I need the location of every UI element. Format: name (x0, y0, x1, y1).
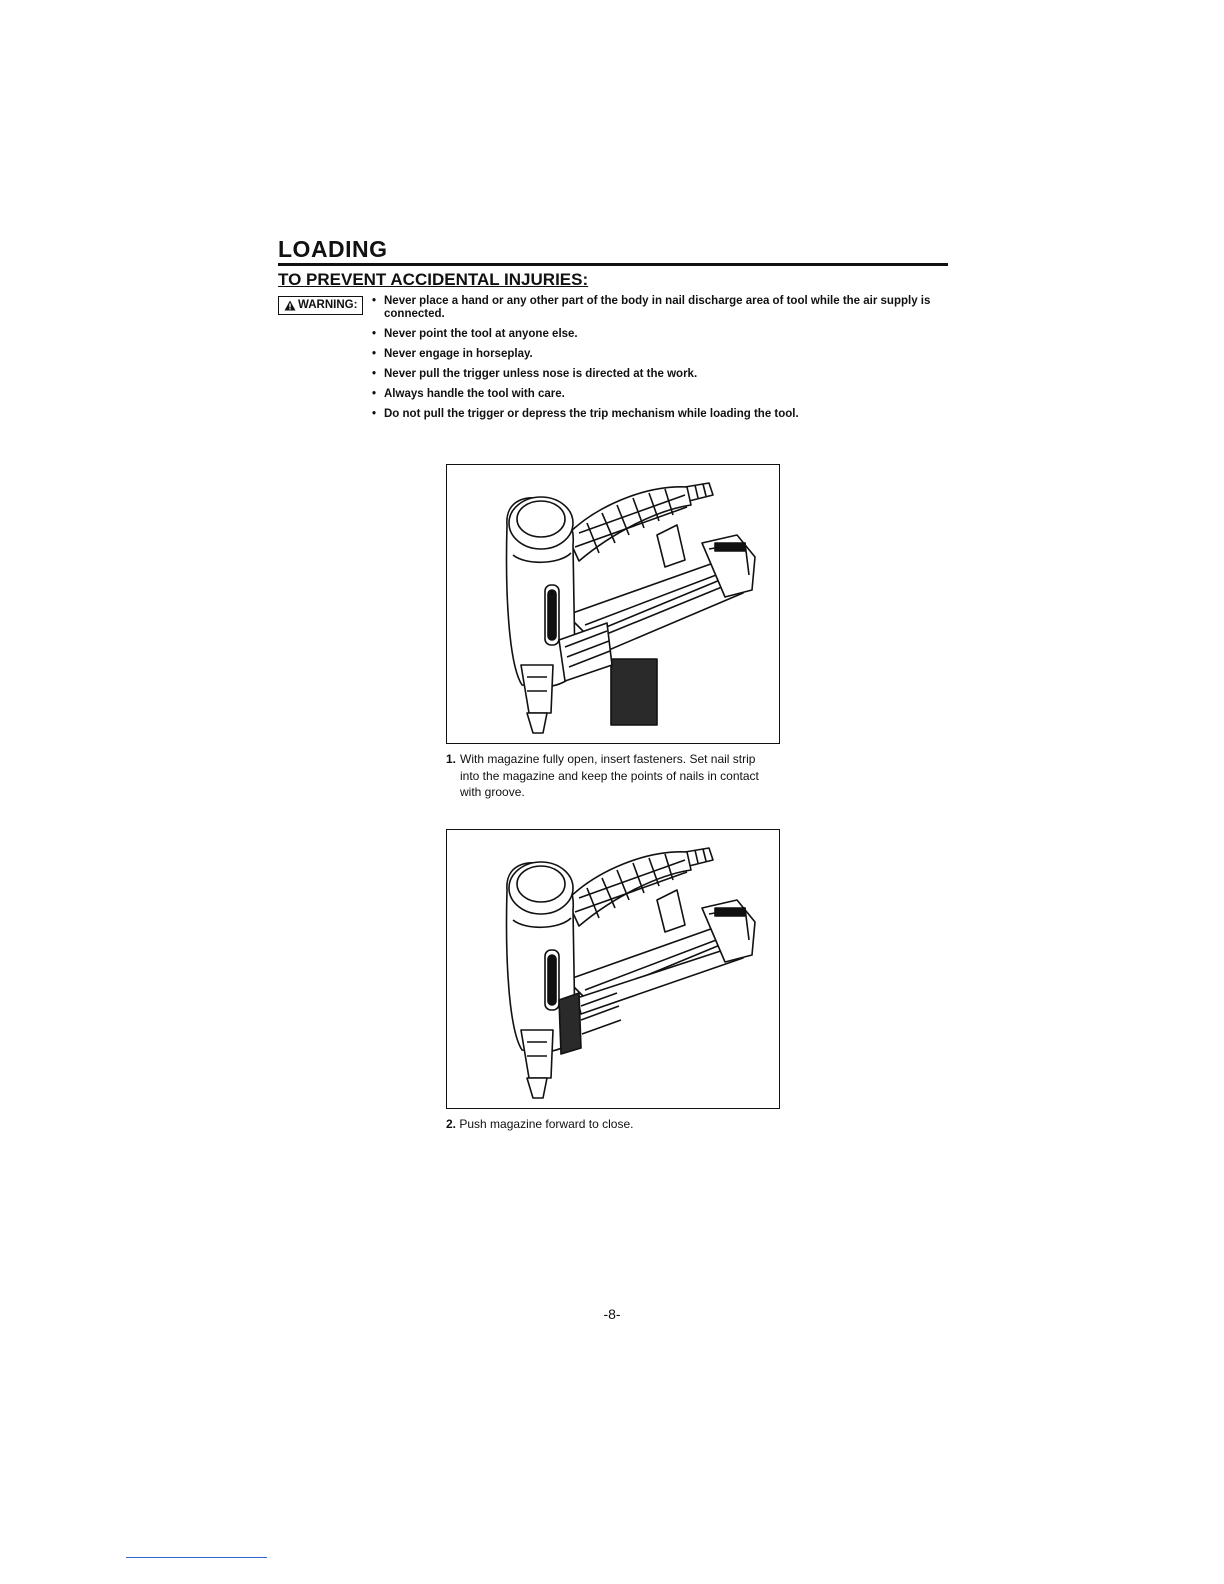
warning-badge (278, 296, 363, 315)
warning-label: WARNING: (298, 298, 358, 311)
footer-divider (126, 1557, 267, 1558)
warning-item: • Always handle the tool with care. (372, 388, 932, 401)
warning-triangle-icon (284, 300, 296, 311)
page-number: -8- (603, 1306, 621, 1322)
section-title: LOADING (278, 236, 388, 262)
warning-list (372, 295, 932, 428)
step-number: 2. (446, 1117, 457, 1131)
section-divider (278, 263, 948, 266)
warning-item: • Never place a hand or any other part of the body in nail discharge area of tool while the air supply is connected. (372, 295, 932, 320)
figure-magazine-closed (446, 829, 780, 1109)
warning-item: • Never pull the trigger unless nose is directed at the work. (372, 368, 932, 381)
step-2-caption (446, 1116, 766, 1133)
warning-item: • Never engage in horseplay. (372, 348, 932, 361)
step-number: 1. (446, 752, 457, 766)
nailer-illustration (447, 465, 778, 742)
step-text: With magazine fully open, insert fasteners. Set nail strip into the magazine and keep the points of nails in contact with groove. (460, 752, 759, 799)
warning-item: • Do not pull the trigger or depress the trip mechanism while loading the tool. (372, 408, 932, 421)
subtitle: TO PREVENT ACCIDENTAL INJURIES: (278, 270, 589, 289)
nailer-illustration (447, 830, 778, 1107)
step-text: Push magazine forward to close. (459, 1117, 634, 1131)
figure-magazine-open (446, 464, 780, 744)
step-1-caption (446, 751, 766, 801)
warning-item: • Never point the tool at anyone else. (372, 328, 932, 341)
